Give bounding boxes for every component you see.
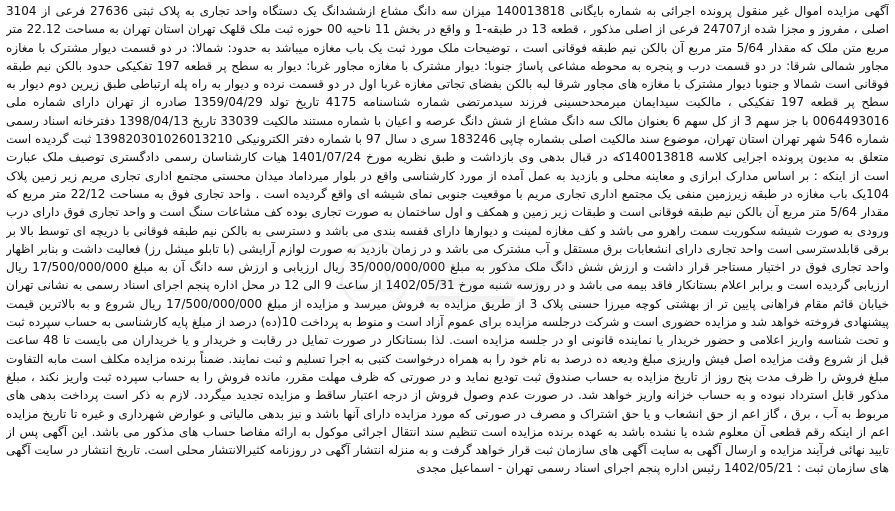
- auction-notice: [6, 2, 889, 507]
- notice-body-text: آگهی مزایده اموال غیر منقول پرونده اجرائی به شماره بایگانی 140013818 میزان سه دانگ مشاع ازششدانگ یک دستگاه واحد تجاری به پلاک ثبتی 27636 فرعی از 3104 اصلی ، مفروز و مجزا شده از24707 فرعی از اصلی مذکور ، قطعه 13 در طبقه-1 و واقع در بخش 11 ناحیه 00 حوزه ثبت ملک قلهک تهران استان تهران به مساحت 22.12 متر مربع متن ملک که مقدار 5/64 متر مربع آن بالکن نیم طبقه فوقانی است ، توضیحات ملک مورد ثبت یک باب مغازه میباشد به حدود: شمالا: در دو قسمت دیوار مشترک با مغازه مجاور شمالی شرقا: در دو قسمت درب و پنجره به محوطه مشاعی پاساژ جنوبا: دیوار مشترک با مغازه مجاور غربا: دیوار به سطح پر قطعه 197 تفکیکی حدود بالکن نیم طبقه فوقانی است شمالا و جنوبا دیوار مشترک با مغازه های مجاور شرقا لبه بالکن بفضای تجاتی مغازه غربا اول در دو قسمت نرده و دیوار به راه پله ارتباطی طبق زیرین دوم دیوار به سطح پر قطعه 197 تفکیکی ، مالکیت سیدایمان میرمحدحسینی فرزند سیدمرتضی شماره شناسنامه 4175 تاریخ تولد 1359/04/29 صادره از تهران دارای شماره ملی 0064493016 با جز سهم 3 از کل سهم 6 بعنوان مالک سه دانگ مشاع از شش دانگ عرصه و اعیان با شماره مستند مالکیت 33039 تاریخ 1398/04/13 دفترخانه اسناد رسمی شماره 546 شهر تهران استان تهران، موضوع سند مالکیت اصلی بشماره چاپی 183246 سری د سال 97 با شماره دفتر الکترونیکی 139820301026013210 ثبت گردیده است متعلق به مدیون پرونده اجرایی کلاسه 140013818که در قبال بدهی وی بازداشت و طبق نظریه مورخ 1401/07/24 هیات کارشناسان رسمی دادگستری توصیف ملک عبارت است از اینکه : بر اساس مدارک ابرازی و معاینه محلی و بازدید به عمل آمده از مورد کارشناسی واقع در بلوار میرداماد میدان محسنی مجتمع اداری تجاری مریم زیر زمین پلاک 104یک باب مغازه در طبقه زیرزمین منفی یک مجتمع اداری تجاری مریم با موقعیت جنوبی نمای شیشه ای واقع گردیده است . واحد تجاری فوق به مساحت 22/12 متر مربع که مقدار 5/64 متر مربع آن بالکن نیم طبقه فوقانی است و طبقات زیر زمین و همکف و اول ساختمان به صورت تجاری بوده کف مشاعات سنگ است و واحد تجاری فوق دارای درب ورودی به صورت شیشه سکوریت سمت راهرو می باشد و کف مغازه لمینت و دیوارها دارای قفسه بندی می باشد و دسترسی به بالکن نیم طبقه فوقانی با دریچه ای توسط بالا بر برقی قابلدسترسی است واحد تجاری دارای انشعابات برق مستقل و آب مشترک می باشد و در زمان بازدید به صورت لوازم آرایشی (با تابلو میشل رز) فعالیت داشت و بنابر اظهار واحد تجاری فوق در اختیار مستاجر قرار داشت و ارزش شش دانگ ملک مذکور به مبلغ 35/000/000/000 ریال ارزیابی و ارزش سه دانگ آن به مبلغ 17/500/000/000 ریال ارزیابی گردیده است و برابر اعلام بستانکار فاقد بیمه می باشد و در روزسه شنبه مورخ 1402/05/31 از ساعت 9 الی 12 در محل اداره پنجم اجرای اسناد رسمی به نشانی تهران خیابان قائم مقام فراهانی پایین تر از بهشتی کوچه میرزا حسنی پلاک 3 از طریق مزایده به فروش میرسد و مزایده از مبلغ 17/500/000/000 ریال شروع و به بالاترین قیمت پیشنهادی فروخته خواهد شد و مزایده حضوری است و شرکت درجلسه مزایده برای عموم آزاد است و منوط به پرداخت 10(ده) درصد از مبلغ پایه کارشناسی به حساب سپرده ثبت و تحت شناسه واریز اعلامی و حضور خریدار یا نماینده قانونی او در جلسه مزایده است. لذا بستانکار در صورت تمایل در رقابت و خریدار و یا خریداران می بایست تا 48 ساعت قبل از شروع وقت مزایده اصل فیش واریزی مبلغ ودیعه ده درصد به نام خود را به همراه درخواست کتبی به اجرا تسلیم و ثبت نمایند. ضمناً برنده مزایده مکلف است مابه التفاوت مبلغ فروش را ظرف مدت پنج روز از تاریخ مزایده به حساب صندوق ثبت تودیع نماید و در صورتی که ظرف مهلت مقرر، مانده فروش را به حساب سپرده ثبت واریز نکند ، مبلغ مذکور قابل استرداد نبوده و به حساب خزانه واریز خواهد شد. در صورت عدم وصول فروش از درجه اعتبار ساقط و مزایده تجدید میگردد. لازم به ذکر است پرداخت بدهی های مربوط به آب ، برق ، گاز اعم از حق انشعاب و یا حق اشتراک و مصرف در صورتی که مورد مزایده دارای آنها باشد و نیز بدهی مالیاتی و عوارض شهرداری و غیره تا تاریخ مزایده اعم از اینکه رقم قطعی آن معلوم شده یا نشده باشد به عهده برنده مزایده است تنظیم سند انتقال اجرائی موکول به ارائه مفاصا حساب های مذکور می باشد. این آگهی پس از تایید نهائی فرآیند مزایده و ارسال آگهی به سایت آگهی های سازمان ثبت قرار خواهد گرفت و به منزله انتشار آگهی در روزنامه کثیرالانتشار محلی است. تاریخ انتشار در سایت آگهی های سازمان ثبت : 1402/05/21 رئیس اداره پنجم اجرای اسناد رسمی تهران - اسماعیل مجدی: [6, 4, 889, 476]
